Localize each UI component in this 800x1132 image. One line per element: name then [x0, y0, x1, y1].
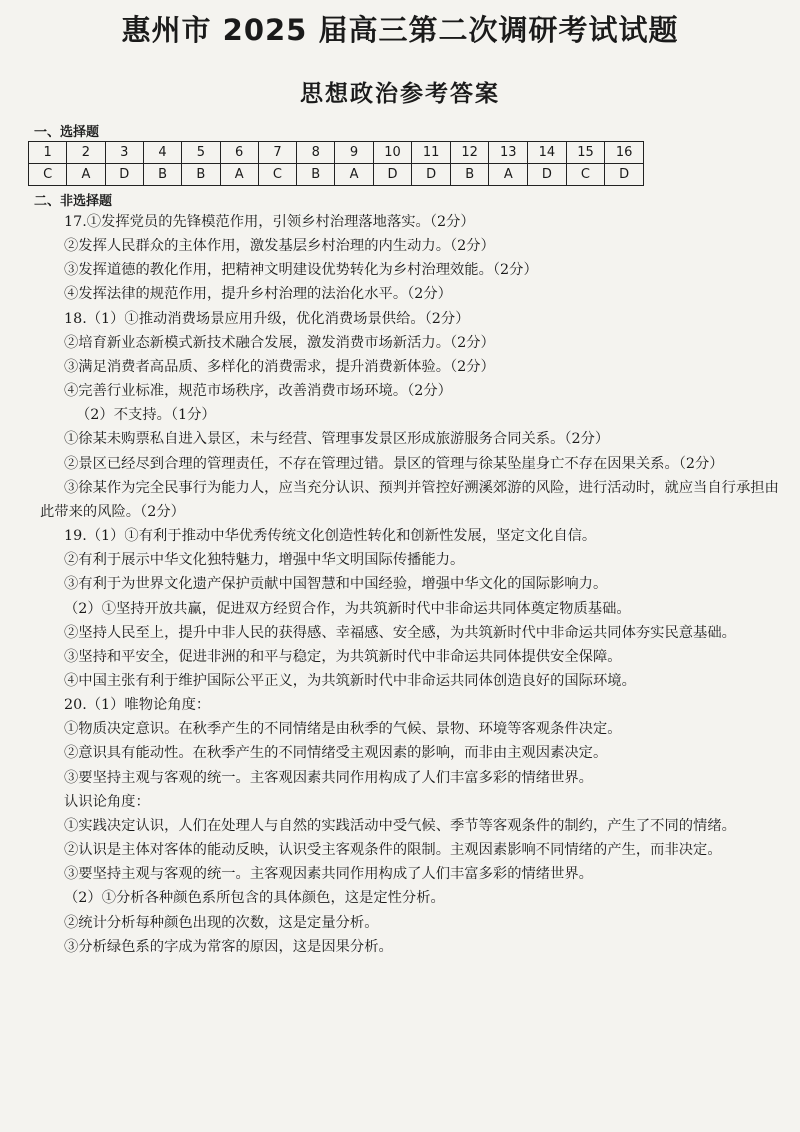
- answer-line: ③坚持和平安全，促进非洲的和平与稳定，为共筑新时代中非命运共同体提供安全保障。: [64, 648, 622, 665]
- answer-line: （2）①坚持开放共赢，促进双方经贸合作，为共筑新时代中非命运共同体奠定物质基础。: [64, 600, 631, 617]
- question-number: 4: [143, 142, 181, 164]
- answer-letter: A: [67, 164, 105, 186]
- answer-letter: C: [29, 164, 67, 186]
- answer-letter: A: [335, 164, 373, 186]
- answer-line: ③有利于为世界文化遗产保护贡献中国智慧和中国经验，增强中华文化的国际影响力。: [64, 576, 608, 593]
- answer-letter: D: [412, 164, 451, 186]
- answer-line: （2）①分析各种颜色系所包含的具体颜色，这是定性分析。: [64, 890, 445, 907]
- answer-line: ②培育新业态新模式新技术融合发展，激发消费市场新活力。（2分）: [64, 334, 495, 351]
- answer-letter: B: [297, 164, 335, 186]
- answer-line: （2）不支持。（1分）: [76, 407, 216, 424]
- table-row-numbers: [29, 142, 644, 164]
- answer-line: ②发挥人民群众的主体作用，激发基层乡村治理的内生动力。（2分）: [64, 238, 495, 255]
- answer-line: ②有利于展示中华文化独特魅力，增强中华文明国际传播能力。: [64, 552, 465, 569]
- choice-answer-table: [28, 141, 644, 186]
- answer-line: ②统计分析每种颜色出现的次数，这是定量分析。: [64, 914, 379, 931]
- question-number: 7: [258, 142, 296, 164]
- answer-letter: C: [258, 164, 296, 186]
- question-number: 2: [67, 142, 105, 164]
- answer-line: ①实践决定认识，人们在处理人与自然的实践活动中受气候、季节等客观条件的制约，产生了不同的情绪。: [64, 817, 736, 834]
- answer-line: ④中国主张有利于维护国际公平正义，为共筑新时代中非命运共同体创造良好的国际环境。: [64, 672, 636, 689]
- question-number: 10: [373, 142, 412, 164]
- answer-line: 18.（1）①推动消费场景应用升级，优化消费场景供给。（2分）: [64, 310, 470, 327]
- answer-line: ①徐某未购票私自进入景区，未与经营、管理事发景区形成旅游服务合同关系。（2分）: [64, 431, 610, 448]
- question-number: 14: [528, 142, 567, 164]
- answer-line: ③满足消费者高品质、多样化的消费需求，提升消费新体验。（2分）: [64, 358, 495, 375]
- question-number: 8: [297, 142, 335, 164]
- answer-line: ③要坚持主观与客观的统一。主客观因素共同作用构成了人们丰富多彩的情绪世界。: [64, 866, 593, 883]
- answer-letter: A: [489, 164, 528, 186]
- answer-letter: B: [182, 164, 220, 186]
- answer-line: ②意识具有能动性。在秋季产生的不同情绪受主观因素的影响，而非由主观因素决定。: [64, 745, 608, 762]
- question-number: 13: [489, 142, 528, 164]
- question-number: 15: [566, 142, 605, 164]
- answer-letter: B: [143, 164, 181, 186]
- section-heading-nonchoice: 二、非选择题: [34, 194, 113, 209]
- question-number: 5: [182, 142, 220, 164]
- answer-line: 17.①发挥党员的先锋模范作用，引领乡村治理落地落实。（2分）: [64, 214, 475, 230]
- answer-letter: D: [605, 164, 644, 186]
- answer-line: 认识论角度：: [64, 793, 150, 810]
- answer-line: ③要坚持主观与客观的统一。主客观因素共同作用构成了人们丰富多彩的情绪世界。: [64, 769, 593, 786]
- answer-line: 19.（1）①有利于推动中华优秀传统文化创造性转化和创新性发展，坚定文化自信。: [64, 528, 597, 545]
- answer-line: ②认识是主体对客体的能动反映，认识受主客观条件的限制。主观因素影响不同情绪的产生，而非决定。: [64, 842, 722, 859]
- answer-line: ③分析绿色系的字成为常客的原因，这是因果分析。: [64, 938, 393, 955]
- question-number: 1: [29, 142, 67, 164]
- answer-letter: B: [450, 164, 489, 186]
- answer-line: ③发挥道德的教化作用，把精神文明建设优势转化为乡村治理效能。（2分）: [64, 262, 538, 279]
- answer-line: ④发挥法律的规范作用，提升乡村治理的法治化水平。（2分）: [64, 286, 452, 303]
- answer-letter: C: [566, 164, 605, 186]
- question-number: 3: [105, 142, 143, 164]
- page-title: 惠州市 2025 届高三第二次调研考试试题: [121, 13, 679, 47]
- answer-line: ②坚持人民至上，提升中非人民的获得感、幸福感、安全感，为共筑新时代中非命运共同体夯实民意基础。: [64, 624, 736, 641]
- question-number: 6: [220, 142, 258, 164]
- answer-line: ④完善行业标准，规范市场秩序，改善消费市场环境。（2分）: [64, 383, 452, 400]
- answer-line: ③徐某作为完全民事行为能力人，应当充分认识、预判并管控好溯溪郊游的风险，进行活动时，就应当自行承担由此带来的风险。（2分）: [40, 479, 779, 520]
- question-number: 11: [412, 142, 451, 164]
- answer-text-block: [40, 210, 790, 959]
- answer-letter: D: [528, 164, 567, 186]
- answer-letter: D: [105, 164, 143, 186]
- answer-letter: D: [373, 164, 412, 186]
- question-number: 12: [450, 142, 489, 164]
- answer-letter: A: [220, 164, 258, 186]
- question-number: 16: [605, 142, 644, 164]
- section-heading-choice: 一、选择题: [34, 125, 100, 140]
- answer-line: 20.（1）唯物论角度：: [64, 697, 211, 714]
- answer-line: ①物质决定意识。在秋季产生的不同情绪是由秋季的气候、景物、环境等客观条件决定。: [64, 721, 622, 738]
- question-number: 9: [335, 142, 373, 164]
- page-subtitle: 思想政治参考答案: [300, 81, 500, 107]
- answer-line: ②景区已经尽到合理的管理责任，不存在管理过错。景区的管理与徐某坠崖身亡不存在因果关系。（2分）: [64, 455, 724, 472]
- table-row-answers: [29, 164, 644, 186]
